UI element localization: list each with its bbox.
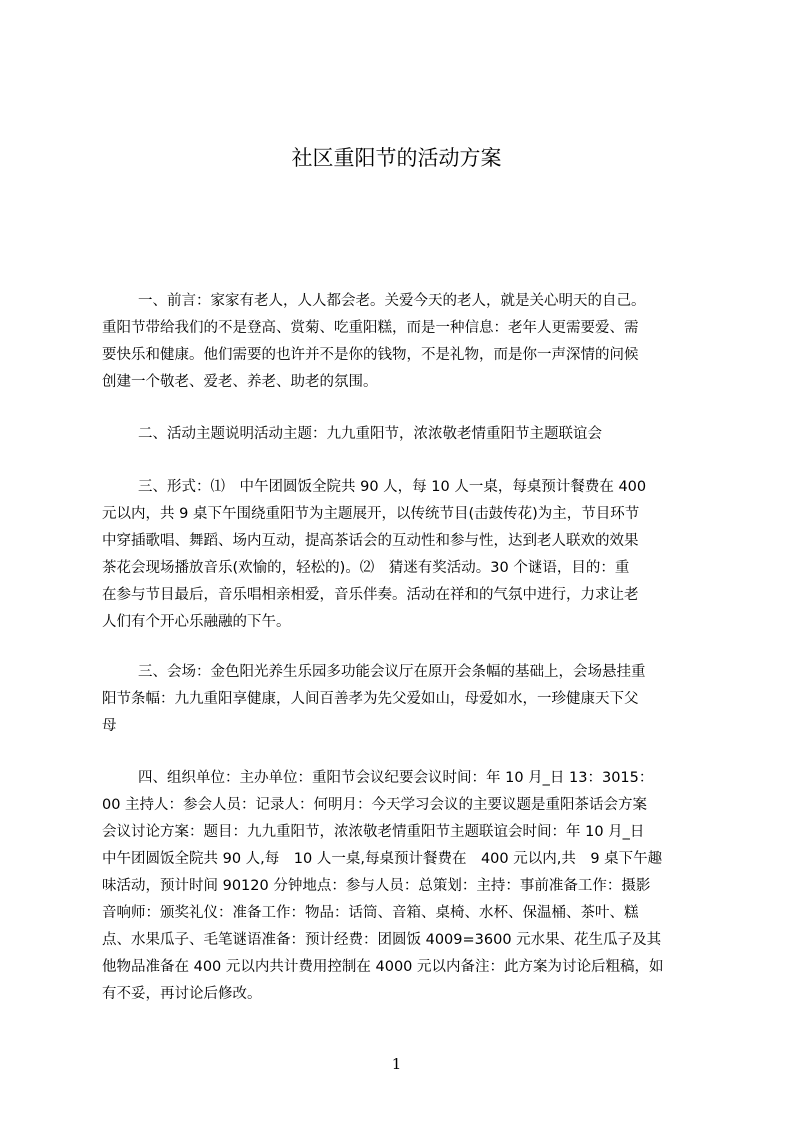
text-line: 三、形式：⑴ 中午团圆饭全院共 90 人，每 10 人一桌，每桌预计餐费在 400 <box>138 479 647 495</box>
page-number: 1 <box>391 1055 402 1073</box>
text-line: 一、前言：家家有老人，人人都会老。关爱今天的老人，就是关心明天的自己。 <box>138 293 646 309</box>
text-line: 点、水果瓜子、毛笔谜语准备：预计经费：团圆饭 4009=3600 元水果、花生瓜子及其 <box>102 932 662 948</box>
text-line: 元以内，共 9 桌下午围绕重阳节为主题展开，以传统节目(击鼓传花)为主，节目环节 <box>102 506 640 522</box>
text-line: 要快乐和健康。他们需要的也许并不是你的钱物，不是礼物，而是你一声深情的问候 <box>102 347 639 363</box>
text-line: 创建一个敬老、爱老、养老、助老的氛围。 <box>102 374 378 390</box>
text-line: 三、会场：金色阳光养生乐园多功能会议厅在原开会条幅的基础上，会场悬挂重 <box>138 664 646 680</box>
text-line: 会议讨论方案：题目：九九重阳节，浓浓敬老情重阳节主题联谊会时间：年 10 月_日 <box>102 824 645 840</box>
text-line: 音响师：颁奖礼仪：准备工作：物品：话筒、音箱、桌椅、水杯、保温桶、茶叶、糕 <box>102 905 639 921</box>
paragraph-format <box>102 474 697 636</box>
text-line: 中午团圆饭全院共 90 人,每 10 人一桌,每桌预计餐费在 400 元以内,共 9 桌下午趣 <box>102 851 663 867</box>
paragraph-venue <box>102 659 697 740</box>
paragraph-organizer <box>102 765 697 1008</box>
text-line: 重阳节带给我们的不是登高、赏菊、吃重阳糕，而是一种信息：老年人更需要爱、需 <box>102 320 639 336</box>
document-title: 社区重阳节的活动方案 <box>291 146 502 170</box>
text-line: 二、活动主题说明活动主题：九九重阳节，浓浓敬老情重阳节主题联谊会 <box>138 426 602 442</box>
text-line: 他物品准备在 400 元以内共计费用控制在 4000 元以内备注：此方案为讨论后粗稿，如 <box>102 959 664 975</box>
text-line: 茶花会现场播放音乐(欢愉的，轻松的)。⑵ 猜迷有奖活动。30 个谜语，目的：重 <box>102 560 630 576</box>
text-line: 中穿插歌唱、舞蹈、场内互动，提高茶话会的互动性和参与性，达到老人联欢的效果 <box>102 533 639 549</box>
text-line: 人们有个开心乐融融的下午。 <box>102 614 291 630</box>
paragraph-preface <box>102 288 697 396</box>
text-line: 00 主持人：参会人员：记录人：何明月：今天学习会议的主要议题是重阳茶话会方案 <box>102 797 648 813</box>
paragraph-theme <box>102 421 697 448</box>
text-line: 四、组织单位：主办单位：重阳节会议纪要会议时间：年 10 月_日 13：3015： <box>138 770 654 786</box>
text-line: 在参与节目最后，音乐唱相亲相爱，音乐伴奏。活动在祥和的气氛中进行，力求让老 <box>102 587 639 603</box>
text-line: 有不妥，再讨论后修改。 <box>102 986 262 1002</box>
text-line: 味活动，预计时间 90120 分钟地点：参与人员：总策划：主持：事前准备工作：摄影 <box>102 878 651 894</box>
text-line: 阳节条幅：九九重阳享健康，人间百善孝为先父爱如山，母爱如水，一珍健康天下父 <box>102 691 639 707</box>
text-line: 母 <box>102 718 117 734</box>
